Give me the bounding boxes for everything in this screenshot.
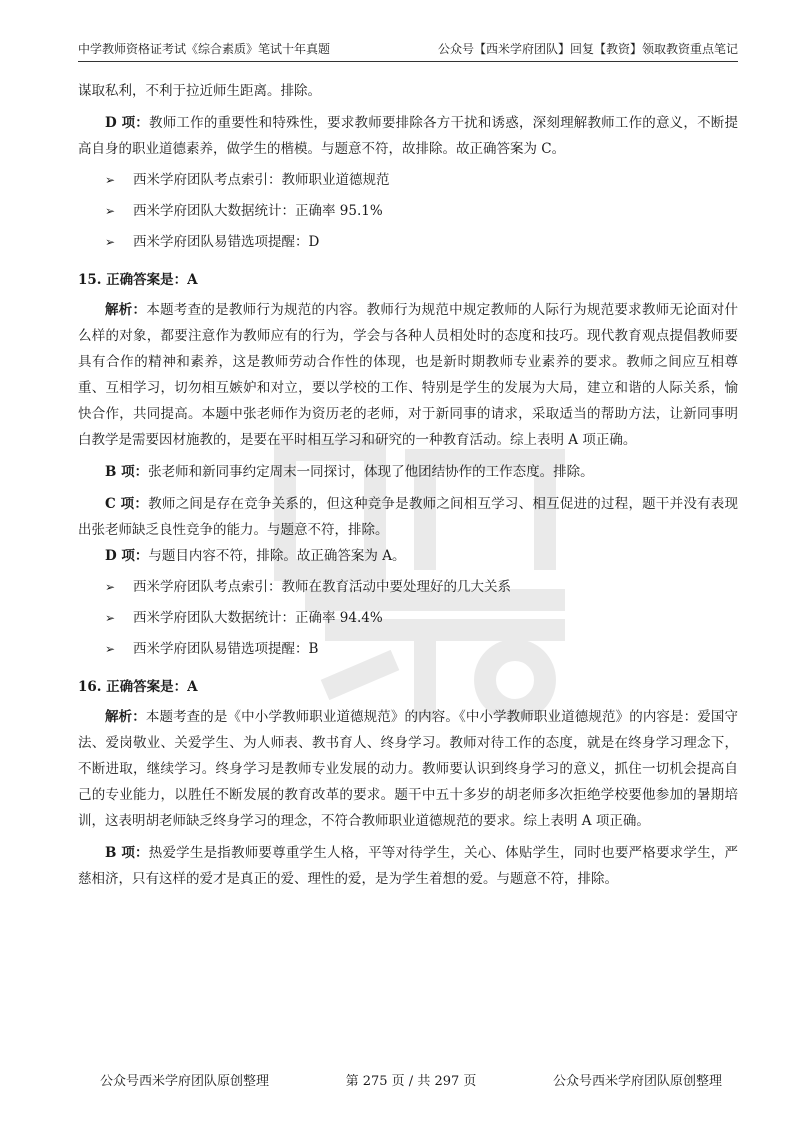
q15-analysis (78, 297, 738, 453)
page-content (78, 78, 738, 892)
q15-analysis-text: 本题考查的是教师行为规范的内容。教师行为规范中规定教师的人际行为规范要求教师无论面对什么样的对象，都要注意作为教师应有的行为，学会与各种人员相处时的态度和技巧。现代教育观点提倡教师要具有合作的精神和素养，这是教师劳动合作性的体现，也是新时期教师专业素养的要求。教师之间应互相尊重、互相学习，切勿相互嫉妒和对立，要以学校的工作、特别是学生的发展为大局，建立和谐的人际关系，愉快合作，共同提高。本题中张老师作为资历老的老师，对于新同事的请求，采取适当的帮助方法，让新同事明白教学是需要因材施教的，是要在平时相互学习和研究的一种教育活动。综上表明 A 项正确。 (78, 302, 739, 448)
q15-option-c-text: 教师之间是存在竞争关系的，但这种竞争是教师之间相互学习、相互促进的过程，题干并没有表现出张老师缺乏良性竞争的能力。与题意不符，排除。 (78, 496, 739, 538)
bullet-text: 西米学府团队考点索引：教师在教育活动中要处理好的几大关系 (133, 579, 511, 595)
arrow-bullet-icon: ➢ (105, 642, 116, 656)
q16-option-b-text: 热爱学生是指教师要尊重学生人格，平等对待学生，关心、体贴学生，同时也要严格要求学生，严慈相济，只有这样的爱才是真正的爱、理性的爱，是为学生着想的爱。与题意不符，排除。 (78, 845, 738, 887)
prev-option-d-label: D 项： (105, 115, 150, 131)
prev-bullet (105, 229, 738, 255)
q15-bullet (105, 636, 738, 662)
bullet-text: 西米学府团队易错选项提醒：B (133, 641, 319, 657)
q15-option-b (78, 459, 738, 485)
q16-option-b-label: B 项： (105, 845, 149, 861)
prev-bullet (105, 198, 738, 224)
q15-option-b-label: B 项： (105, 464, 149, 480)
bullet-text: 西米学府团队大数据统计：正确率 94.4% (133, 610, 383, 626)
header-left-text: 中学教师资格证考试《综合素质》笔试十年真题 (78, 42, 331, 56)
page-number: 第 275 页 / 共 297 页 (345, 1074, 477, 1089)
prev-option-d-text: 教师工作的重要性和特殊性，要求教师要排除各方干扰和诱惑，深刻理解教师工作的意义，不断提高自身的职业道德素养，做学生的楷模。与题意不符，故排除。故正确答案为 C。 (78, 115, 738, 157)
q15-option-d (78, 543, 738, 569)
q15-analysis-label: 解析： (105, 302, 147, 318)
prev-bullet (105, 167, 738, 193)
prev-option-d-paragraph (78, 110, 738, 162)
q16-analysis-label: 解析： (105, 709, 146, 725)
page-footer (100, 1070, 722, 1089)
bullet-text: 西米学府团队易错选项提醒：D (133, 234, 320, 250)
footer-right-text: 公众号西米学府团队原创整理 (552, 1074, 722, 1089)
arrow-bullet-icon: ➢ (105, 235, 116, 249)
arrow-bullet-icon: ➢ (105, 580, 116, 594)
q15-option-b-text: 张老师和新同事约定周末一同探讨，体现了他团结协作的工作态度。排除。 (148, 464, 594, 480)
header-right-text: 公众号【西米学府团队】回复【教资】领取教资重点笔记 (437, 42, 738, 56)
q15-bullet (105, 605, 738, 631)
bullet-text: 西米学府团队考点索引：教师职业道德规范 (133, 172, 390, 188)
q15-option-d-label: D 项： (105, 548, 149, 564)
q15-bullet (105, 574, 738, 600)
q16-analysis (78, 704, 738, 834)
q16-option-b (78, 840, 738, 892)
prev-tail-paragraph: 谋取私利，不利于拉近师生距离。排除。 (78, 83, 321, 99)
page-header (78, 40, 738, 62)
q15-option-c (78, 491, 738, 543)
arrow-bullet-icon: ➢ (105, 204, 116, 218)
footer-left-text: 公众号西米学府团队原创整理 (100, 1074, 270, 1089)
q15-title: 15. 正确答案是：A (78, 272, 198, 288)
arrow-bullet-icon: ➢ (105, 173, 116, 187)
q16-analysis-text: 本题考查的是《中小学教师职业道德规范》的内容。《中小学教师职业道德规范》的内容是：爱国守法、爱岗敬业、关爱学生、为人师表、教书育人、终身学习。教师对待工作的态度，就是在终身学习理念下，不断进取，继续学习。终身学习是教师专业发展的动力。教师要认识到终身学习的意义，抓住一切机会提高自己的专业能力，以胜任不断发展的教育改革的要求。题干中五十多岁的胡老师多次拒绝学校要他参加的暑期培训，这表明胡老师缺乏终身学习的理念，不符合教师职业道德规范的要求。综上表明 A 项正确。 (78, 709, 739, 829)
bullet-text: 西米学府团队大数据统计：正确率 95.1% (133, 203, 383, 219)
q15-option-d-text: 与题目内容不符，排除。故正确答案为 A。 (148, 548, 406, 564)
q15-option-c-label: C 项： (105, 496, 149, 512)
arrow-bullet-icon: ➢ (105, 611, 116, 625)
q16-title: 16. 正确答案是：A (78, 679, 198, 695)
